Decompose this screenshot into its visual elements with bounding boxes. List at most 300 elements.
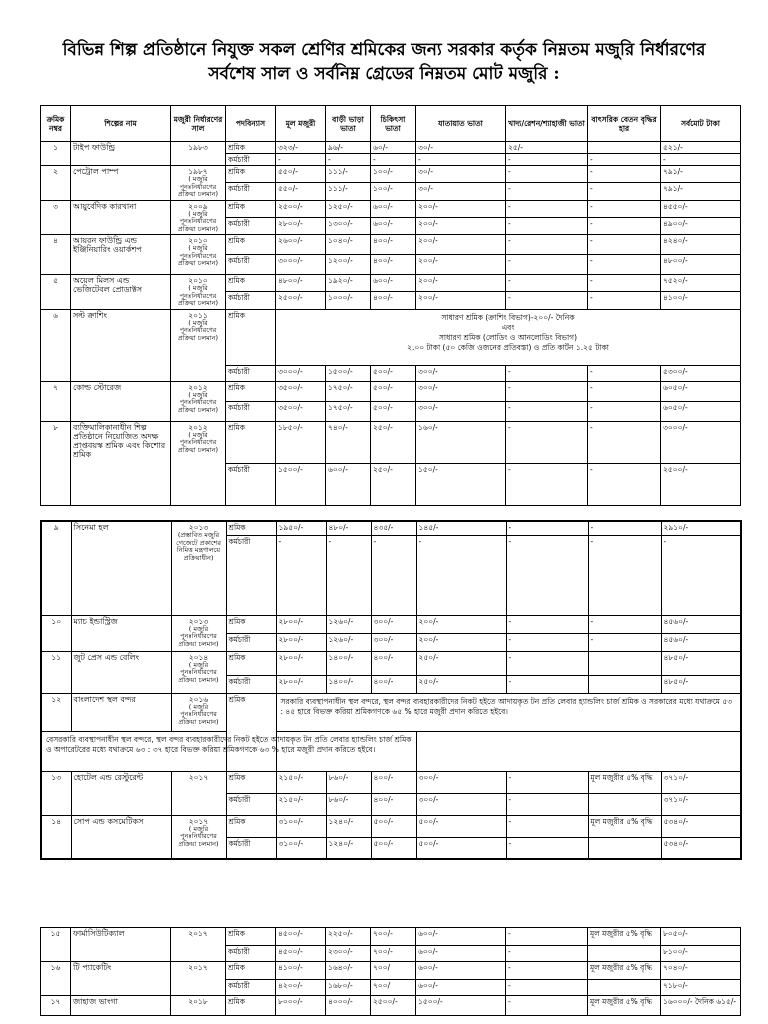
staff-total-wage: - — [661, 535, 741, 615]
worker-total-wage: ৭৯১/- — [661, 166, 741, 183]
worker-food-allowance: - — [506, 275, 588, 292]
table-row — [41, 309, 741, 365]
worker-increment-rate: মূল মজুরীর ৫% বৃদ্ধি — [588, 928, 661, 946]
year-note: ( মজুরি পুনঃনির্ধারণের প্রক্রিয়া চলমান) — [178, 702, 219, 726]
worker-house-rent: ১৭৫০/- — [326, 381, 371, 401]
year-note: ( মজুরি পুনঃনির্ধারণের প্রক্রিয়া চলমান) — [178, 624, 219, 648]
year-note: (প্রস্তাবিত মজুরি গেজেটে প্রকাশের নিমিত্ত মন্ত্রণালয়ে প্রক্রিয়াধীন) — [176, 531, 221, 562]
worker-basic-wage: ৩১০০/- — [276, 815, 326, 837]
post-staff: কর্মচারী — [226, 401, 276, 421]
staff-food-allowance: - — [506, 633, 588, 651]
worker-increment-rate: মূল মজুরীর ৫% বৃদ্ধি — [588, 771, 661, 793]
year-value: ২০১৪ — [188, 652, 209, 662]
staff-basic-wage: ২৮০০/- — [276, 217, 326, 234]
worker-increment-rate: - — [588, 166, 661, 183]
year-note: ( মজুরি পুনঃনির্ধারণের প্রক্রিয়া চলমান) — [177, 318, 219, 342]
industry-name: আয়রন ফাউন্ড্রি এন্ড ইঞ্জিনিয়ারিং ওয়ার্কশপ — [71, 235, 171, 275]
year-value: ২০১৭ — [188, 929, 208, 938]
industry-name: অয়েল মিলস এন্ড ভেজিটেবল প্রোডাক্টস — [71, 275, 171, 310]
wage-year — [171, 651, 226, 693]
staff-house-rent: ১২৬০/- — [326, 633, 371, 651]
staff-food-allowance: - — [506, 946, 588, 962]
worker-transport-allowance: ২০০/- — [416, 615, 506, 633]
serial-number: ১৪ — [41, 815, 71, 859]
year-value: ২০১৬ — [188, 694, 209, 704]
year-value: ২০১৩ — [188, 523, 209, 532]
serial-number: ১৭ — [41, 996, 71, 1016]
year-note: ( মজুরি পুনঃনির্ধারণের প্রক্রিয়া চলমান) — [177, 244, 219, 267]
year-value: ২০১১ — [188, 310, 208, 320]
wage-table-part-1 — [40, 105, 741, 506]
worker-increment-rate: - — [588, 421, 661, 463]
post-worker: শ্রমিক — [226, 166, 276, 183]
year-value: ২০১০ — [188, 236, 208, 245]
worker-transport-allowance: ৩০/- — [416, 166, 506, 183]
staff-medical-allowance: ৫০০/- — [371, 365, 416, 381]
title-line-1: বিভিন্ন শিল্প প্রতিষ্ঠানে নিযুক্ত সকল শ্রেণির শ্রমিকের জন্য সরকার কর্তৃক নিম্নতম মজুরি নির্ধারণের — [62, 40, 706, 60]
worker-total-wage: ৬০৫০/- — [661, 381, 741, 401]
staff-increment-rate: - — [588, 633, 661, 651]
worker-medical-allowance: ৬০০/- — [371, 275, 416, 292]
worker-transport-allowance: ৬০০/- — [416, 962, 506, 980]
worker-transport-allowance: ২০০/- — [416, 235, 506, 255]
staff-basic-wage: ৩১০০/- — [276, 837, 326, 859]
staff-basic-wage: ২৮০০/- — [276, 675, 326, 693]
staff-food-allowance: - — [506, 793, 588, 815]
staff-food-allowance: - — [506, 365, 588, 381]
staff-food-allowance: - — [506, 980, 588, 996]
serial-number: ৭ — [41, 381, 71, 421]
table-row — [41, 521, 741, 535]
industry-name: ম্যাচ ইন্ডাস্ট্রিজ — [71, 615, 171, 651]
worker-basic-wage: ৮০০০/- — [276, 996, 326, 1016]
industry-name: পেট্রোল পাম্প — [71, 166, 171, 201]
worker-increment-rate: - — [588, 381, 661, 401]
worker-basic-wage: ১৮৫০/- — [276, 421, 326, 463]
worker-food-allowance: - — [506, 771, 588, 793]
industry-name: জাহাজ ভাংগা — [71, 996, 171, 1016]
staff-food-allowance: - — [506, 292, 588, 309]
post-worker: শ্রমিক — [226, 381, 276, 401]
worker-transport-allowance: ৫০০/- — [416, 815, 506, 837]
worker-basic-wage: ২৮০০/- — [276, 651, 326, 675]
staff-food-allowance: - — [506, 463, 588, 505]
worker-basic-wage: ৪১০০/- — [276, 962, 326, 980]
staff-medical-allowance: ৫০০/- — [371, 837, 416, 859]
year-note: ( মজুরি পুনঃনির্ধারণের প্রক্রিয়া চলমান) — [177, 209, 219, 233]
staff-transport-allowance: - — [416, 535, 506, 615]
worker-transport-allowance: ৩০০/- — [416, 381, 506, 401]
staff-food-allowance: - — [506, 154, 588, 166]
post-worker: শ্রমিক — [226, 615, 276, 633]
worker-basic-wage: ১৯৫০/- — [276, 521, 326, 535]
worker-medical-allowance: ৬০০/- — [371, 200, 416, 217]
year-note: ( মজুরি পুনঃনির্ধারণের প্রক্রিয়া চলমান) — [177, 430, 219, 454]
staff-food-allowance: - — [506, 675, 588, 693]
staff-medical-allowance: - — [371, 154, 416, 166]
table-row — [41, 996, 741, 1016]
staff-transport-allowance: ৩০০/- — [416, 793, 506, 815]
document-title — [20, 38, 748, 86]
table-header-row — [41, 106, 741, 142]
worker-basic-wage: ৩২৩/- — [276, 142, 326, 154]
serial-number: ১১ — [41, 651, 71, 693]
worker-house-rent: ৮৬০/- — [326, 771, 371, 793]
staff-increment-rate: - — [588, 154, 661, 166]
note-line: ২.০০ টাকা (৫০ কেজি ওজনের প্রতিবস্তা) ও প্রতি কার্টন ১.২৫ টাকা — [407, 342, 609, 352]
staff-house-rent: ১৭৫০/- — [326, 401, 371, 421]
table-row — [41, 651, 741, 675]
worker-basic-wage: ২১৫০/- — [276, 771, 326, 793]
worker-food-allowance: - — [506, 200, 588, 217]
worker-medical-allowance: ৫০০/- — [371, 815, 416, 837]
serial-number: ৯ — [41, 521, 71, 615]
worker-house-rent: ১১১/- — [326, 166, 371, 183]
worker-food-allowance: - — [506, 962, 588, 980]
industry-name: ফার্মাসিউটিক্যাল — [71, 928, 171, 962]
post-staff: কর্মচারী — [226, 255, 276, 275]
staff-medical-allowance: ৪০০/- — [371, 255, 416, 275]
staff-transport-allowance: ২৫০/- — [416, 675, 506, 693]
worker-transport-allowance: ১৫০০/- — [416, 996, 506, 1016]
staff-increment-rate: - — [588, 183, 661, 200]
staff-house-rent: ১০০০/- — [326, 292, 371, 309]
worker-food-allowance: - — [506, 381, 588, 401]
staff-increment-rate — [588, 675, 661, 693]
wage-year — [171, 996, 226, 1016]
staff-total-wage: ৪৯০০/- — [661, 217, 741, 234]
worker-transport-allowance: ১৪৫/- — [416, 521, 506, 535]
year-value: ২০১২ — [188, 382, 208, 392]
header-house: বাড়ী ভাড়া ভাতা — [326, 106, 371, 142]
industry-name: টি প্যাকেটিং — [71, 962, 171, 996]
year-value: ২০১২ — [188, 422, 208, 432]
worker-house-rent: ৪০০০/- — [326, 996, 371, 1016]
staff-increment-rate: - — [588, 255, 661, 275]
header-year: মজুরী নির্ধারণের সাল — [171, 106, 226, 142]
worker-increment-rate: - — [588, 200, 661, 217]
staff-total-wage: ৫৩০০/- — [661, 365, 741, 381]
worker-medical-allowance: ২৫০/- — [371, 421, 416, 463]
worker-increment-rate: - — [588, 235, 661, 255]
post-staff: কর্মচারী — [226, 535, 276, 615]
staff-increment-rate — [588, 980, 661, 996]
serial-number: ৩ — [41, 200, 71, 235]
worker-transport-allowance: ৬০০/- — [416, 928, 506, 946]
staff-transport-allowance: ৩০০/- — [416, 365, 506, 381]
table-row — [41, 166, 741, 183]
header-post: পদবিন্যাস — [226, 106, 276, 142]
worker-transport-allowance: ৩০০/- — [416, 771, 506, 793]
note-line: সাধারণ শ্রমিক (লোডিং ও আনলোডিং বিভাগ) — [438, 332, 578, 342]
staff-basic-wage: ২৮০০/- — [276, 633, 326, 651]
worker-medical-allowance: ৭০০/ — [371, 962, 416, 980]
worker-food-allowance: - — [506, 421, 588, 463]
worker-basic-wage: ৪৮০০/- — [276, 275, 326, 292]
post-staff: কর্মচারী — [226, 154, 276, 166]
staff-total-wage: ৪৮৫০/- — [661, 675, 741, 693]
worker-food-allowance: - — [506, 928, 588, 946]
post-worker: শ্রমিক — [226, 693, 276, 771]
worker-basic-wage: ২৫০০/- — [276, 200, 326, 217]
post-staff: কর্মচারী — [226, 946, 276, 962]
worker-increment-rate: - — [588, 521, 661, 535]
worker-medical-allowance: ৫০০/- — [371, 381, 416, 401]
worker-basic-wage: ২৬০০/- — [276, 235, 326, 255]
worker-medical-allowance: ৭০০/- — [371, 928, 416, 946]
header-total: সর্বমোট টাকা — [661, 106, 741, 142]
staff-total-wage: ৪৮০০/- — [661, 255, 741, 275]
staff-house-rent: - — [326, 154, 371, 166]
staff-medical-allowance: ১০০/- — [371, 183, 416, 200]
staff-medical-allowance: ৪০০/- — [371, 675, 416, 693]
wage-year — [171, 200, 226, 235]
post-worker: শ্রমিক — [226, 521, 276, 535]
staff-total-wage: ৪৫৬০/- — [661, 633, 741, 651]
staff-total-wage: ৮১০০/- — [661, 946, 741, 962]
year-note: ( মজুরি পুনঃনির্ধারণের প্রক্রিয়া চলমান) — [177, 175, 219, 198]
header-increment: বাৎসরিক বেতন বৃদ্ধির হার — [588, 106, 661, 142]
worker-transport-allowance: ২০০/- — [416, 200, 506, 217]
year-value: ২০১৩ — [188, 616, 209, 626]
industry-name: সোপ এন্ড কসমেটিকস — [71, 815, 171, 859]
worker-total-wage: ৫২১/- — [661, 142, 741, 154]
staff-house-rent: ১২০০/- — [326, 255, 371, 275]
wage-year — [171, 693, 226, 731]
worker-medical-allowance: ৪০০/- — [371, 651, 416, 675]
serial-number: ১৩ — [41, 771, 71, 815]
post-worker: শ্রমিক — [226, 651, 276, 675]
year-value: ১৯৮৭ — [188, 167, 208, 176]
staff-transport-allowance: ৩০০/- — [416, 401, 506, 421]
wage-year — [171, 928, 226, 962]
note-line: সাধারণ শ্রমিক (ক্রাশিং বিভাগ)-২০০/- দৈনিক — [441, 312, 575, 322]
wage-table-part-2 — [40, 520, 742, 860]
staff-transport-allowance: ৬০০/- — [416, 980, 506, 996]
year-value: ২০১৭ — [188, 772, 209, 782]
staff-food-allowance: - — [506, 837, 588, 859]
staff-medical-allowance: ৩০০/- — [371, 633, 416, 651]
year-value: ২০১০ — [188, 276, 208, 285]
worker-total-wage: ৮০৫০/- — [661, 928, 741, 946]
header-medical: চিকিৎসা ভাতা — [371, 106, 416, 142]
post-staff: কর্মচারী — [226, 837, 276, 859]
staff-total-wage: ৩৭১০/- — [661, 793, 741, 815]
wage-year — [171, 309, 226, 381]
industry-name: কোল্ড স্টোরেজ — [71, 381, 171, 421]
worker-house-rent: ১৯২০/- — [326, 275, 371, 292]
staff-basic-wage: ৩০০০/- — [276, 255, 326, 275]
worker-medical-allowance: ৪৩৫/- — [371, 521, 416, 535]
worker-food-allowance: - — [506, 521, 588, 535]
post-staff: কর্মচারী — [226, 793, 276, 815]
staff-house-rent: ১২৪০/- — [326, 837, 371, 859]
serial-number: ১৫ — [41, 928, 71, 962]
worker-food-allowance: - — [506, 166, 588, 183]
worker-basic-wage: ৩৫০০/- — [276, 381, 326, 401]
industry-name: জুট প্রেস এন্ড বেলিং — [71, 651, 171, 693]
table-row — [41, 815, 741, 837]
staff-basic-wage: ৪৫০০/- — [276, 946, 326, 962]
title-line-2: সর্বশেষ সাল ও সর্বনিম্ন গ্রেডের নিম্নতম মোট মজুরি : — [208, 64, 560, 84]
industry-name: সল্ট ক্রাশিং — [71, 309, 171, 381]
post-staff: কর্মচারী — [226, 217, 276, 234]
worker-house-rent: ২২৫০/- — [326, 928, 371, 946]
worker-house-rent: ৭৪০/- — [326, 421, 371, 463]
year-note: ( মজুরি পুনঃনির্ধারণের প্রক্রিয়া চলমান) — [178, 660, 219, 684]
staff-increment-rate: - — [588, 401, 661, 421]
staff-medical-allowance: - — [371, 535, 416, 615]
staff-total-wage: ৬০৫০/- — [661, 401, 741, 421]
worker-transport-allowance: ২০০/- — [416, 275, 506, 292]
staff-transport-allowance: ২০০/- — [416, 255, 506, 275]
serial-number: ১২ — [41, 693, 71, 731]
industry-name: হোটেল এন্ড রেস্টুরেন্ট — [71, 771, 171, 815]
staff-total-wage: ২৫০০/- — [661, 463, 741, 505]
header-industry: শিল্পের নাম — [71, 106, 171, 142]
table-row — [41, 200, 741, 217]
staff-basic-wage: ৪২০০/- — [276, 980, 326, 996]
serial-number: ১৬ — [41, 962, 71, 996]
wage-year — [171, 771, 226, 815]
staff-food-allowance: - — [506, 255, 588, 275]
staff-total-wage: ৪১০০/- — [661, 292, 741, 309]
post-worker: শ্রমিক — [226, 771, 276, 793]
post-staff: কর্মচারী — [226, 980, 276, 996]
worker-basic-wage: ৪৫০০/- — [276, 928, 326, 946]
wage-year — [171, 142, 226, 166]
post-staff: কর্মচারী — [226, 675, 276, 693]
staff-house-rent: ১৬৮০/- — [326, 980, 371, 996]
staff-increment-rate — [588, 837, 661, 859]
wage-table-part-3 — [40, 927, 741, 1016]
wage-year — [171, 381, 226, 421]
header-serial: ক্রমিক নম্বর — [41, 106, 71, 142]
staff-food-allowance: - — [506, 401, 588, 421]
industry-name: বাংলাদেশ স্থল বন্দর — [71, 693, 171, 731]
staff-medical-allowance: ৭০০/ — [371, 980, 416, 996]
worker-increment-rate — [588, 651, 661, 675]
table-row — [41, 421, 741, 463]
staff-basic-wage: ৩৫০০/- — [276, 401, 326, 421]
worker-food-allowance: - — [506, 815, 588, 837]
staff-increment-rate — [588, 946, 661, 962]
worker-total-wage: ২৯১০/- — [661, 521, 741, 535]
staff-basic-wage: ২১৫০/- — [276, 793, 326, 815]
worker-food-allowance: - — [506, 615, 588, 633]
staff-medical-allowance: ৭০০/- — [371, 946, 416, 962]
staff-increment-rate: - — [588, 463, 661, 505]
wage-year — [171, 275, 226, 310]
worker-increment-rate: মূল মজুরীর ৫% বৃদ্ধি — [588, 815, 661, 837]
worker-total-wage: ৪৫৫০/- — [661, 200, 741, 217]
worker-house-rent: ১২৬০/- — [326, 615, 371, 633]
staff-basic-wage: ৩০০০/- — [276, 365, 326, 381]
staff-basic-wage: ৫৫০/- — [276, 183, 326, 200]
serial-number: ৫ — [41, 275, 71, 310]
header-basic: মূল মজুরী — [276, 106, 326, 142]
worker-transport-allowance: ৩০/- — [416, 142, 506, 154]
worker-note — [276, 309, 741, 365]
wage-year — [171, 521, 226, 615]
staff-house-rent: ৮৬০/- — [326, 793, 371, 815]
worker-medical-allowance: ১০০/- — [371, 166, 416, 183]
staff-medical-allowance: ৬০০/- — [371, 217, 416, 234]
post-worker: শ্রমিক — [226, 996, 276, 1016]
staff-total-wage: ৫৩৪০/- — [661, 837, 741, 859]
staff-total-wage: ৭১৮০/- — [661, 980, 741, 996]
worker-house-rent: ১০৪০/- — [326, 235, 371, 255]
worker-food-allowance: - — [506, 235, 588, 255]
staff-transport-allowance: ১৫০/- — [416, 463, 506, 505]
table-row — [41, 381, 741, 401]
worker-basic-wage: ২৮০০/- — [276, 615, 326, 633]
worker-total-wage: ৭০৪০/- — [661, 962, 741, 980]
worker-total-wage: ৪৮৫০/- — [661, 651, 741, 675]
industry-name: ব্যক্তিমালিকানাধীন শিল্প প্রতিষ্ঠানে নিয়োজিত অদক্ষ প্রাপ্তবয়স্ক শ্রমিক এবং কিশোর শ্রমিক — [71, 421, 171, 505]
staff-house-rent: ১১১/- — [326, 183, 371, 200]
staff-basic-wage: ১৫০০/- — [276, 463, 326, 505]
industry-name: টাইপ ফাউন্ড্রি — [71, 142, 171, 166]
post-worker: শ্রমিক — [226, 962, 276, 980]
staff-increment-rate: - — [588, 292, 661, 309]
staff-transport-allowance: ২০০/- — [416, 217, 506, 234]
table-row — [41, 771, 741, 793]
wage-year — [171, 235, 226, 275]
staff-house-rent: ২৩০০/- — [326, 946, 371, 962]
worker-increment-rate: মূল মজুরীর ৫% বৃদ্ধি — [588, 962, 661, 980]
worker-food-allowance: ২৫/- — [506, 142, 588, 154]
worker-increment-rate — [588, 142, 661, 154]
table-row — [41, 693, 741, 731]
post-worker: শ্রমিক — [226, 275, 276, 292]
staff-transport-allowance: ৫০০/- — [416, 837, 506, 859]
staff-food-allowance: - — [506, 217, 588, 234]
note-line: এবং — [501, 322, 515, 332]
serial-number: ১০ — [41, 615, 71, 651]
post-worker: শ্রমিক — [226, 928, 276, 946]
worker-total-wage: ৩৭১০/- — [661, 771, 741, 793]
worker-total-wage: ১৬০০০/- দৈনিক ৬১৫/- — [661, 996, 741, 1016]
header-transport: যাতায়াত ভাতা — [416, 106, 506, 142]
staff-basic-wage: - — [276, 535, 326, 615]
staff-medical-allowance: ৪০০/- — [371, 292, 416, 309]
wage-year — [171, 615, 226, 651]
year-value: ২০১৭ — [188, 963, 208, 972]
industry-name: আয়ুর্বেদিক কারখানা — [71, 200, 171, 235]
wage-year — [171, 815, 226, 859]
worker-food-allowance: - — [506, 996, 588, 1016]
year-value: ১৯৮৩ — [188, 143, 208, 152]
staff-increment-rate: - — [588, 535, 661, 615]
table-row — [41, 275, 741, 292]
staff-increment-rate: - — [588, 217, 661, 234]
staff-house-rent: ৬০০/- — [326, 463, 371, 505]
worker-medical-allowance: ৪০০/- — [371, 235, 416, 255]
serial-number: ১ — [41, 142, 71, 166]
year-value: ২০১৮ — [188, 997, 208, 1006]
worker-house-rent: ১৬৪০/- — [326, 962, 371, 980]
government-port-note: সরকারি ব্যবস্থাপনাধীন স্থল বন্দরে, স্থল বন্দর ব্যবহারকারীদের নিকট হইতে আদায়কৃত টন প্রতি লেবার হ্যান্ডলিং চার্জ শ্রমিক ও সরকারের মধ্যে যথাক্রমে ৫৩ : ৪৫ হারে বিভক্ত করিয়া শ্রমিকগণকে ৬৫ % হারে মজুরী প্রদান করিতে হইবে। — [276, 693, 741, 731]
staff-food-allowance: - — [506, 535, 588, 615]
serial-number: ৪ — [41, 235, 71, 275]
table-row — [41, 962, 741, 980]
staff-transport-allowance: ২০০/- — [416, 633, 506, 651]
header-food: খাদ্য/রেশন/শ্যাহাজী ভাতা — [506, 106, 588, 142]
post-staff: কর্মচারী — [226, 292, 276, 309]
table-row — [41, 928, 741, 946]
worker-total-wage: ৩০০০/- — [661, 421, 741, 463]
